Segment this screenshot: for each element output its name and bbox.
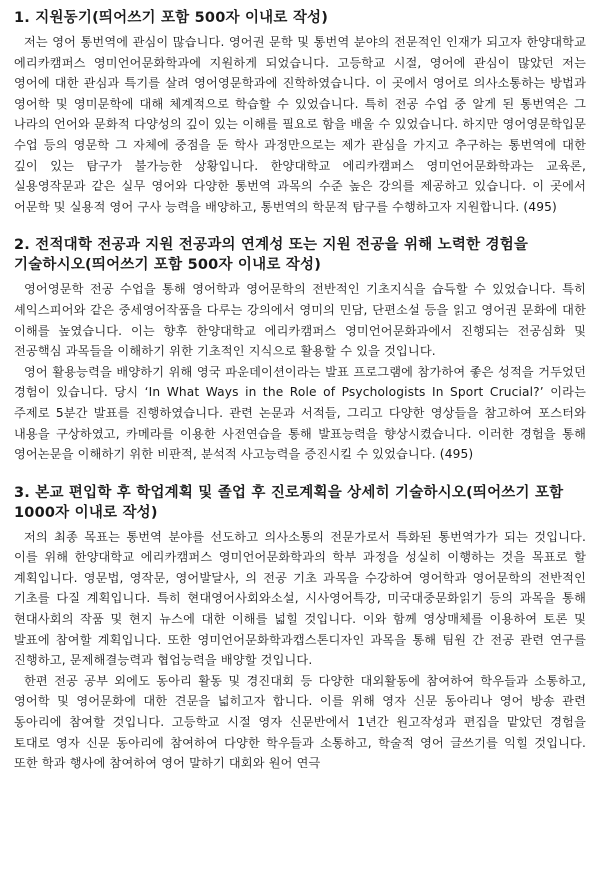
section-heading: 2. 전적대학 전공과 지원 전공과의 연계성 또는 지원 전공을 위해 노력한 경험을 기술하시오(띄어쓰기 포함 500자 이내로 작성) <box>14 237 529 274</box>
section-paragraph: 저는 영어 통번역에 관심이 많습니다. 영어권 문학 및 통번역 분야의 전문적인 인재가 되고자 한양대학교 에리카캠퍼스 영미언어문화학과에 지원하게 되었습니다. 고등학교 시절, 영어에 관심이 많았던 저는 영어에 대한 관심과 특기를 살려 영어영문학과에 진학하였습니다. 이 곳에서 영어로 의사소통하는 방법과 영어학 및 영미문학에 대해 체계적으로 학습할 수 있었습니다. 특히 전공 수업 중 알게 된 통번역은 그 나라의 언어와 문화적 다양성의 깊이 있는 이해를 필요로 함을 배울 수 있었습니다. 하지만 영어영문학입문 수업 등의 영문학 그 자체에 중점을 둔 학사 과정만으로는 제가 관심을 가지고 추구하는 통번역에 대한 깊이 있는 탐구가 불가능한 상황입니다. 한양대학교 에리카캠퍼스 영미언어문화학과는 교육론, 실용영작문과 같은 실무 영어와 다양한 통번역 과목의 수준 높은 강의를 제공하고 있습니다. 이 곳에서 어문학 및 실용적 영어 구사 능력을 배양하고, 통번역의 학문적 탐구를 수행하고자 지원합니다. (495) <box>14 35 586 214</box>
section-study-plan <box>14 483 586 774</box>
section-paragraph: 저의 최종 목표는 통번역 분야를 선도하고 의사소통의 전문가로서 특화된 통번역가가 되는 것입니다. 이를 위해 한양대학교 에리카캠퍼스 영미언어문화학과의 학부 과정을 성실히 이행하는 것을 목표로 할 계획입니다. 영문법, 영작문, 영어발달사, 의 전공 기초 과목을 수강하여 영어학과 영어문학의 전반적인 기초를 다질 계획입니다. 특히 현대영어사회와소설, 시사영어특강, 미국대중문화읽기 등의 과목을 통해 현대사회의 작품 및 현지 뉴스에 대한 이해를 넓힐 것입니다. 이와 함께 영상매체를 이용하여 토론 및 발표에 참여할 계획입니다. 또한 영미언어문화학과캡스톤디자인 과목을 통해 팀원 간 전공 관련 연구를 진행하고, 문제해결능력과 협업능력을 배양할 것입니다. <box>14 529 586 668</box>
section-paragraph: 영어영문학 전공 수업을 통해 영어학과 영어문학의 전반적인 기초지식을 습득할 수 있었습니다. 특히 셰익스피어와 같은 중세영어작품을 다루는 강의에서 영미의 민담, 단편소설 등을 읽고 영어권 문화에 대한 이해를 높였습니다. 이는 향후 한양대학교 에리카캠퍼스 영미언어문화과에서 진행되는 전공심화 및 전공핵심 과목들을 이해하기 위한 기초적인 지식으로 활용할 수 있을 것입니다. <box>14 282 586 359</box>
section-paragraph: 영어 활용능력을 배양하기 위해 영국 파운데이션이라는 발표 프로그램에 참가하여 좋은 성적을 거두었던 경험이 있습니다. 당시 ‘In What Ways in the Role of Psychologists In Sport Crucial?’ 이라는 주제로 5분간 발표를 진행하였습니다. 관련 논문과 서적들, 그리고 다양한 영상들을 참고하여 포스터와 내용을 구상하였고, 카메라를 이용한 사전연습을 통해 발표능력을 향상시켰습니다. 이러한 경험을 통해 영어논문을 이해하기 위한 비판적, 분석적 사고능력을 증진시킬 수 있었습니다. (495) <box>14 364 586 462</box>
section-heading: 3. 본교 편입학 후 학업계획 및 졸업 후 진로계획을 상세히 기술하시오(띄어쓰기 포함 1000자 이내로 작성) <box>14 484 564 521</box>
section-motivation <box>14 8 586 217</box>
section-paragraph: 한편 전공 공부 외에도 동아리 활동 및 경진대회 등 다양한 대외활동에 참여하여 학우들과 소통하고, 영어학 및 영어문화에 대한 견문을 넓히고자 합니다. 이를 위해 영자 신문 동아리나 영어 방송 관련 동아리에 참여할 것입니다. 고등학교 시절 영자 신문반에서 1년간 원고작성과 편집을 맡았던 경험을 토대로 영자 신문 동아리에 참여하여 다양한 학우들과 소통하고, 학술적 영어 글쓰기를 익힐 것입니다. 또한 학과 행사에 참여하여 영어 말하기 대회와 원어 연극 <box>14 673 586 771</box>
section-heading: 1. 지원동기(띄어쓰기 포함 500자 이내로 작성) <box>14 10 329 26</box>
section-major-connection <box>14 235 586 464</box>
